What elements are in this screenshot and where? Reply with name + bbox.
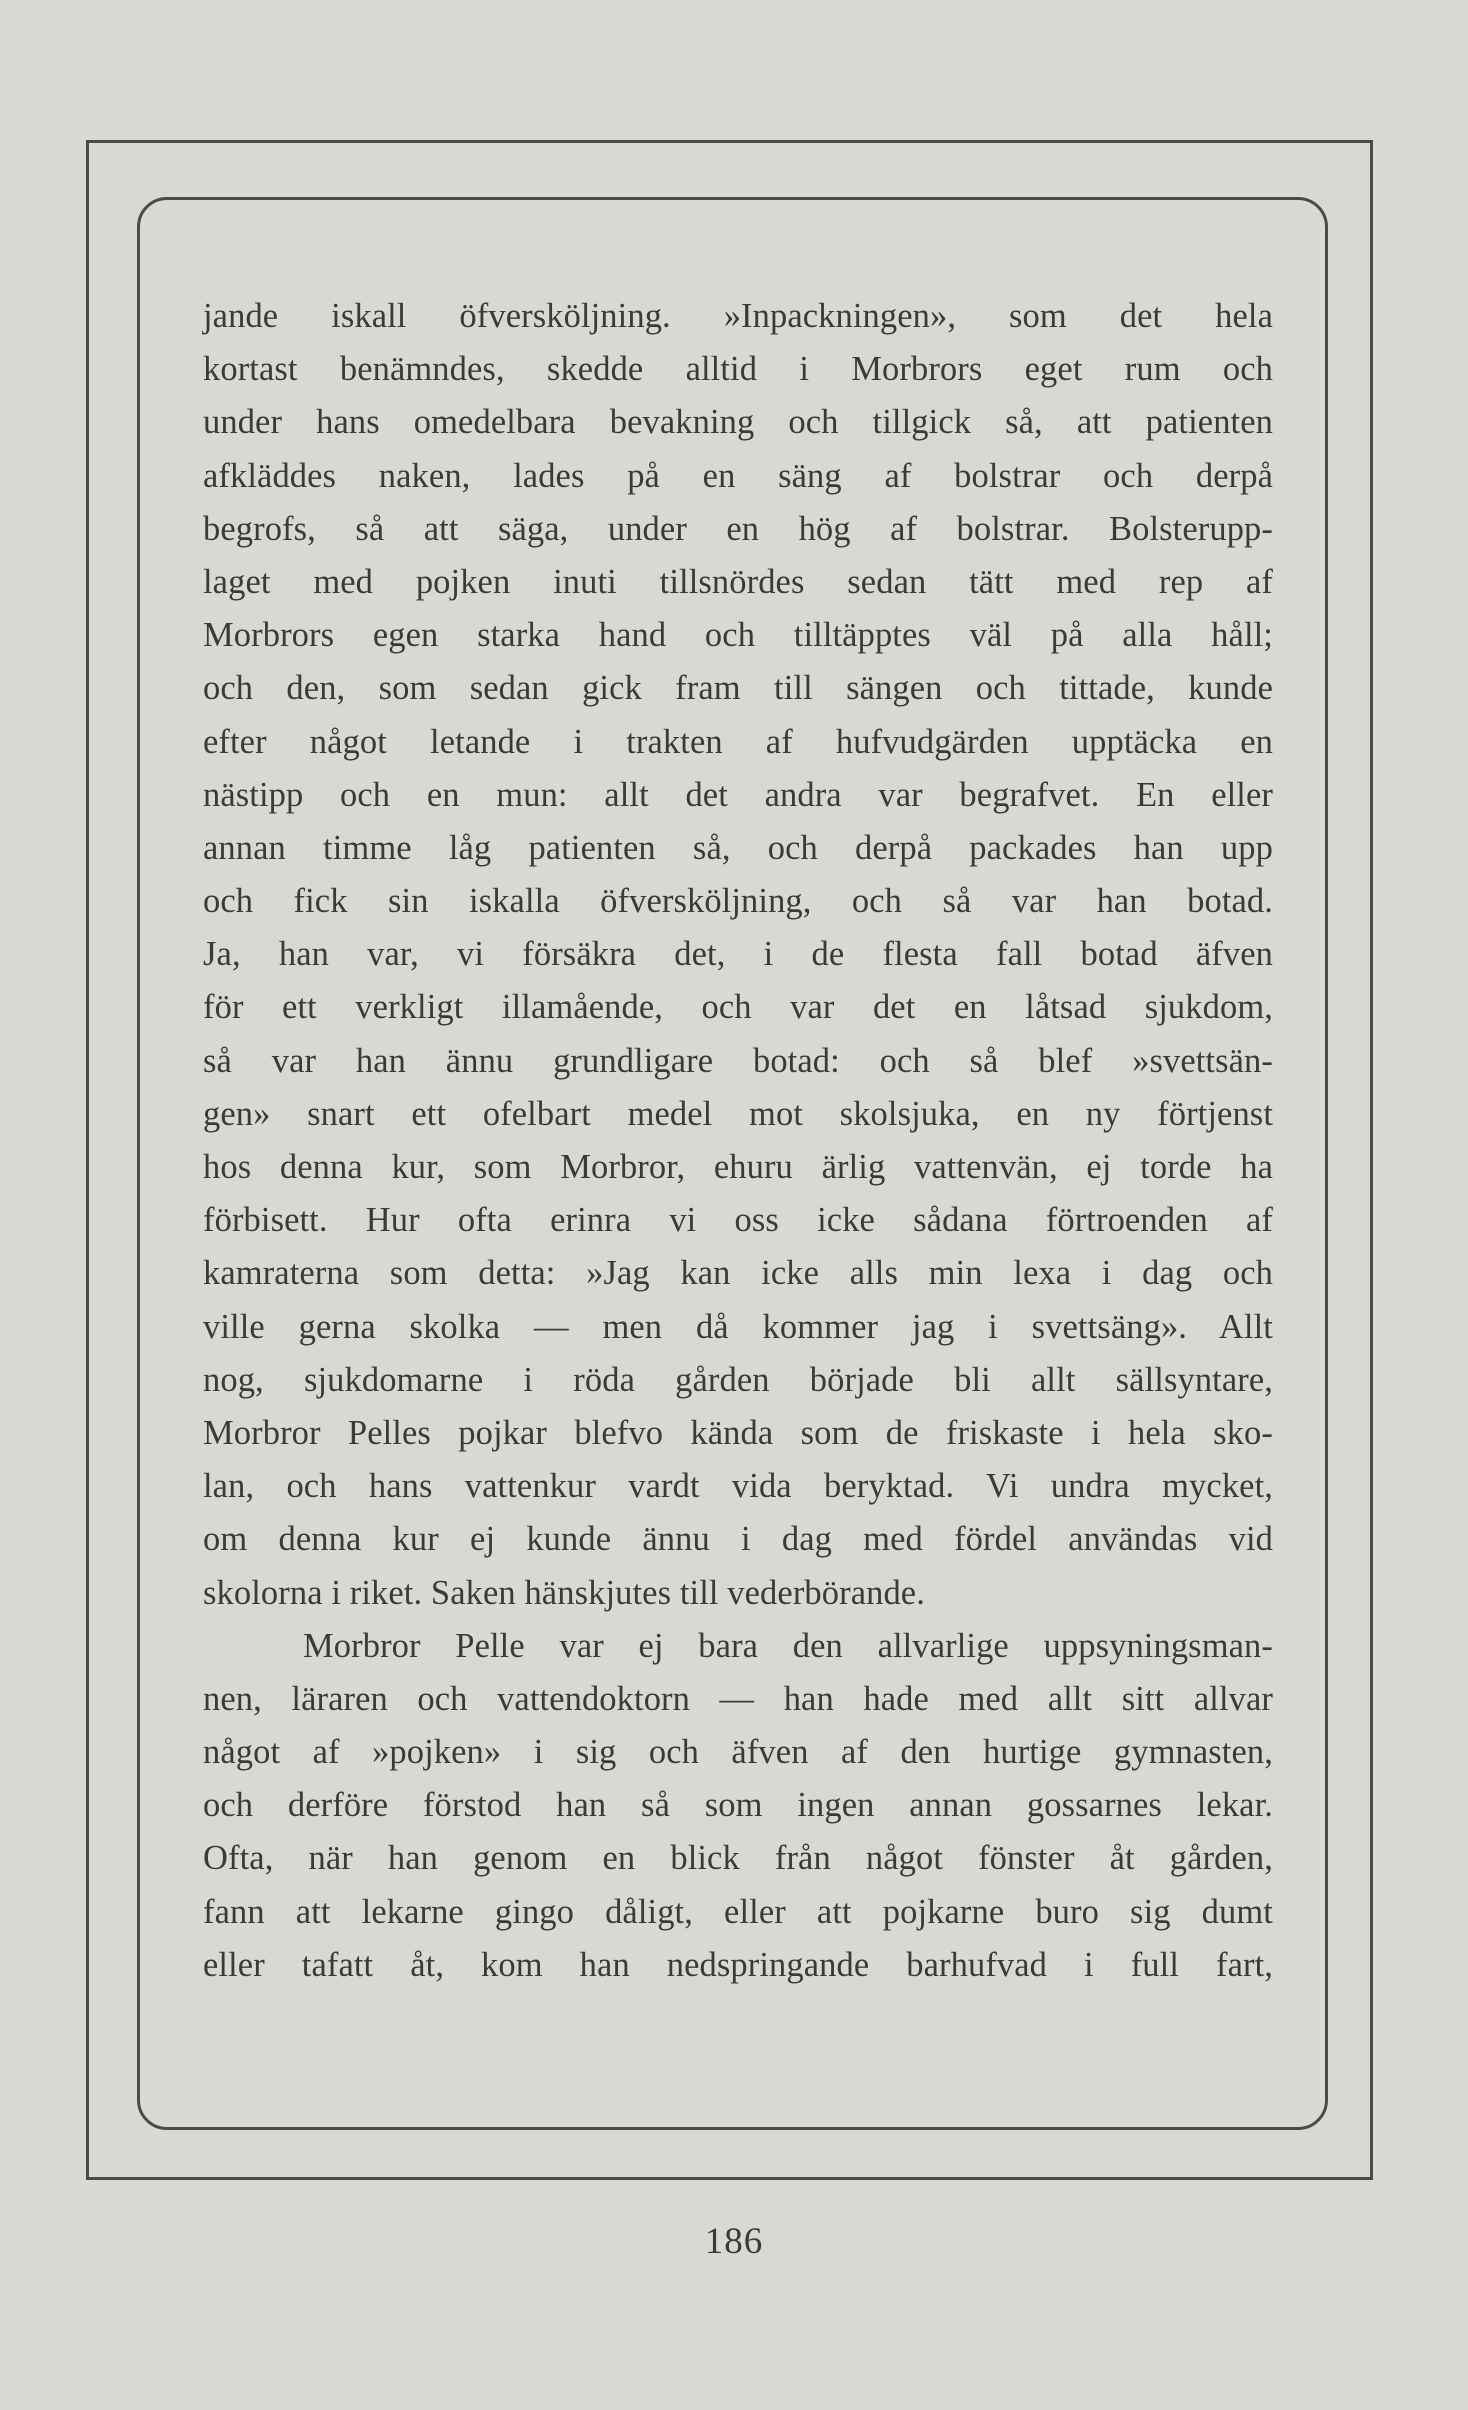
text-line: under hans omedelbara bevakning och tillgick så, att patienten — [203, 403, 1273, 442]
text-line: nog, sjukdomarne i röda gården började bli allt sällsyntare, — [203, 1360, 1273, 1399]
text-line: nen, läraren och vattendoktorn — han hade med allt sitt allvar — [203, 1679, 1273, 1718]
text-line: hos denna kur, som Morbror, ehuru ärlig vattenvän, ej torde ha — [203, 1148, 1273, 1186]
text-line-paragraph-end: skolorna i riket. Saken hänskjutes till vederbörande. — [203, 1573, 925, 1612]
text-line: kamraterna som detta: »Jag kan icke alls min lexa i dag och — [203, 1254, 1273, 1293]
text-line: förbisett. Hur ofta erinra vi oss icke sådana förtroenden af — [203, 1201, 1273, 1240]
text-line: Morbrors egen starka hand och tilltäpptes väl på alla håll; — [203, 616, 1273, 655]
text-line: och derföre förstod han så som ingen annan gossarnes lekar. — [203, 1786, 1273, 1825]
text-line: kortast benämndes, skedde alltid i Morbrors eget rum och — [203, 350, 1273, 389]
text-line: efter något letande i trakten af hufvudgärden upptäcka en — [203, 722, 1273, 761]
text-line: lan, och hans vattenkur vardt vida beryktad. Vi undra mycket, — [203, 1467, 1273, 1506]
text-line: afkläddes naken, lades på en säng af bolstrar och derpå — [203, 456, 1273, 495]
text-line-paragraph-start: Morbror Pelle var ej bara den allvarlige uppsyningsman- — [303, 1626, 1273, 1665]
text-line: jande iskall öfversköljning. »Inpackningen», som det hela — [203, 297, 1273, 335]
page-number: 186 — [704, 2221, 764, 2262]
text-line: om denna kur ej kunde ännu i dag med fördel användas vid — [203, 1520, 1273, 1559]
text-line: så var han ännu grundligare botad: och så blef »svettsän- — [203, 1041, 1273, 1080]
text-line: och fick sin iskalla öfversköljning, och så var han botad. — [203, 882, 1273, 921]
text-line: begrofs, så att säga, under en hög af bolstrar. Bolsterupp- — [203, 509, 1273, 548]
text-line: gen» snart ett ofelbart medel mot skolsjuka, en ny förtjenst — [203, 1094, 1273, 1133]
text-line: något af »pojken» i sig och äfven af den hurtige gymnasten, — [203, 1733, 1273, 1772]
text-line: Morbror Pelles pojkar blefvo kända som de friskaste i hela sko- — [203, 1413, 1273, 1452]
text-line: för ett verkligt illamående, och var det en låtsad sjukdom, — [203, 988, 1273, 1027]
text-line: ville gerna skolka — men då kommer jag i svettsäng». Allt — [203, 1307, 1273, 1346]
text-line: Ja, han var, vi försäkra det, i de flesta fall botad äfven — [203, 935, 1273, 974]
text-line: och den, som sedan gick fram till sängen och tittade, kunde — [203, 669, 1273, 708]
body-text — [203, 290, 1273, 1992]
text-line: annan timme låg patienten så, och derpå packades han upp — [203, 828, 1273, 867]
text-line: eller tafatt åt, kom han nedspringande barhufvad i full fart, — [203, 1945, 1273, 1984]
text-line: Ofta, när han genom en blick från något fönster åt gården, — [203, 1839, 1273, 1878]
text-line: laget med pojken inuti tillsnördes sedan tätt med rep af — [203, 562, 1273, 601]
text-line: fann att lekarne gingo dåligt, eller att pojkarne buro sig dumt — [203, 1892, 1273, 1931]
text-line: nästipp och en mun: allt det andra var begrafvet. En eller — [203, 775, 1273, 814]
